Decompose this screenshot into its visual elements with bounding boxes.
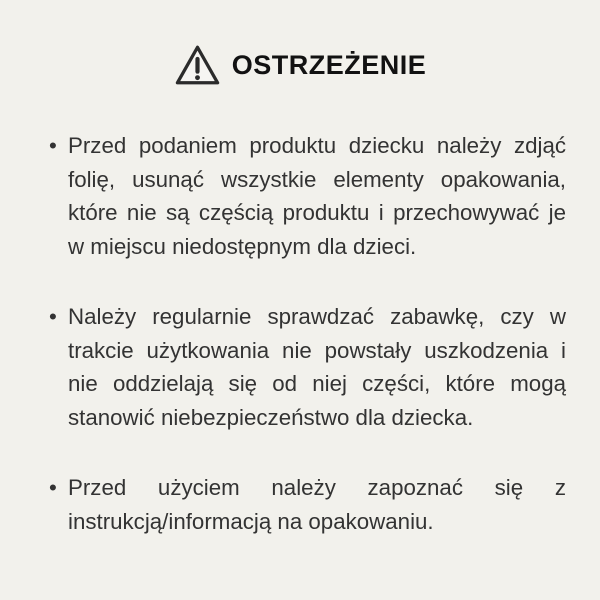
warning-item-remove-packaging: • Przed podaniem produktu dziecku należy zdjąć folię, usunąć wszystkie elementy opakowania, które nie są częścią produktu i przechowywać je w miejscu niedostępnym dla dzieci. (49, 129, 566, 263)
warning-item-check-toy: • Należy regularnie sprawdzać zabawkę, czy w trakcie użytkowania nie powstały uszkodzenia i nie oddzielają się od niej części, które mogą stanowić niebezpieczeństwo dla dziecka. (49, 300, 566, 434)
warning-triangle-icon (174, 44, 221, 87)
warning-list (0, 129, 600, 538)
warning-header (0, 0, 600, 87)
warning-item-read-instructions: • Przed użyciem należy zapoznać się z instrukcją/informacją na opakowaniu. (49, 471, 566, 538)
warning-title: OSTRZEŻENIE (231, 50, 427, 80)
